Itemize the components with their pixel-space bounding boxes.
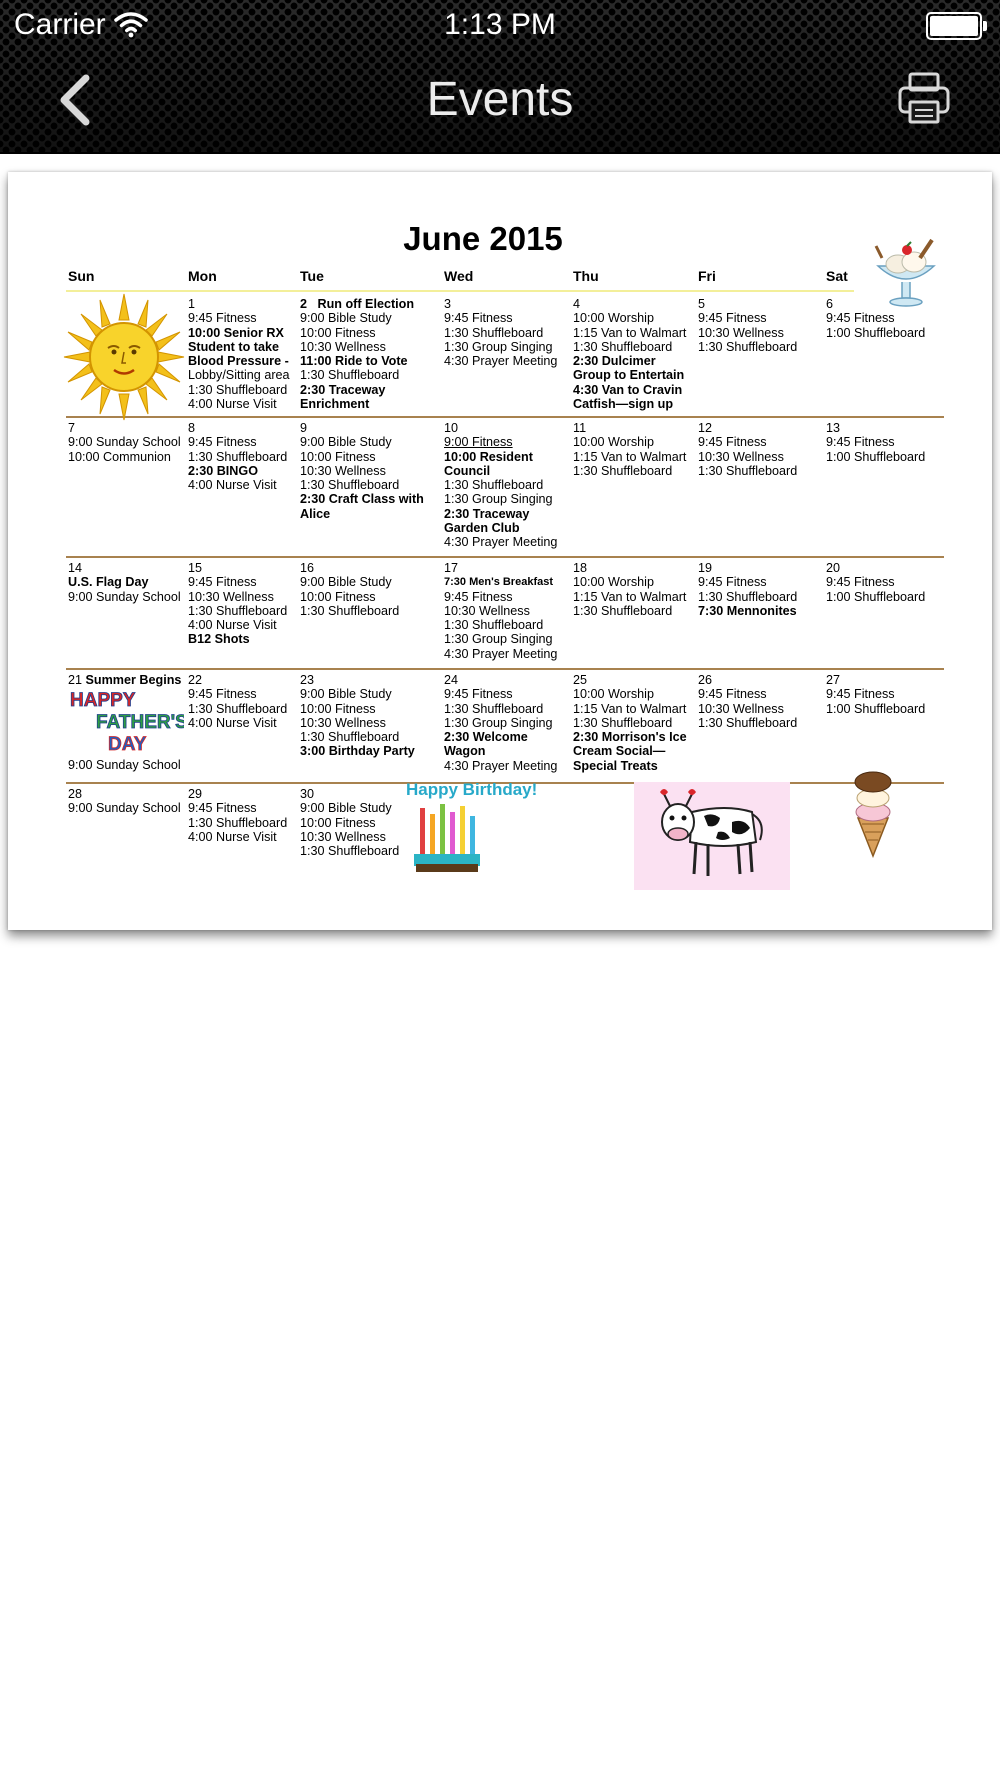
event-entry: 2:30 Welcome xyxy=(444,730,528,745)
day-number-text: 3 xyxy=(444,297,452,311)
day-number xyxy=(444,561,572,575)
day-number-text: 18 xyxy=(573,561,588,575)
event-entry: 4:00 Nurse Visit xyxy=(188,829,277,844)
page-title: Events xyxy=(426,73,574,126)
day-cell xyxy=(444,297,572,368)
day-number-text: 14 xyxy=(68,561,83,575)
event-entry: 1:30 Group Singing xyxy=(444,492,553,507)
day-number xyxy=(698,673,826,687)
event-entry: 9:00 Bible Study xyxy=(300,687,392,702)
calendar-document xyxy=(8,172,992,930)
day-number-text: 27 xyxy=(826,673,841,687)
day-cell xyxy=(188,421,316,492)
day-number xyxy=(68,561,196,575)
event-entry: 10:00 Fitness xyxy=(300,325,376,340)
weekday-header: Sat xyxy=(826,268,848,284)
event-entry: 2:30 BINGO xyxy=(188,463,258,478)
day-number xyxy=(698,561,826,575)
day-number xyxy=(68,421,196,435)
day-number-text: 16 xyxy=(300,561,315,575)
event-entry: 10:30 Wellness xyxy=(698,449,784,464)
event-entry: 9:00 Sunday School xyxy=(68,801,181,816)
event-entry: Blood Pressure - xyxy=(188,354,289,369)
event-entry: 10:30 Wellness xyxy=(300,339,386,354)
event-entry: 1:00 Shuffleboard xyxy=(826,325,926,340)
day-cell xyxy=(444,673,572,773)
day-cell xyxy=(444,421,572,550)
event-entry: U.S. Flag Day xyxy=(68,575,149,590)
event-entry: 9:45 Fitness xyxy=(826,311,895,326)
day-number-text: 17 xyxy=(444,561,459,575)
day-number xyxy=(300,421,428,435)
fathers-day-clipart xyxy=(66,686,184,756)
day-number-text: 19 xyxy=(698,561,713,575)
event-entry: 1:30 Shuffleboard xyxy=(698,463,798,478)
event-entry: 10:00 Fitness xyxy=(300,449,376,464)
day-number-text: 8 xyxy=(188,421,196,435)
event-entry: 10:00 Senior RX xyxy=(188,325,284,340)
day-number-text: 21 xyxy=(68,673,83,687)
carrier-label: Carrier xyxy=(14,8,106,41)
event-entry: 9:45 Fitness xyxy=(188,575,257,590)
event-entry: 9:45 Fitness xyxy=(826,435,895,450)
event-entry: 1:30 Shuffleboard xyxy=(573,339,673,354)
event-entry: 1:30 Shuffleboard xyxy=(444,478,544,493)
day-number-text: 2 Run off Election xyxy=(300,297,415,311)
event-entry: 4:30 Prayer Meeting xyxy=(444,354,558,369)
day-number xyxy=(573,673,701,687)
day-number xyxy=(573,297,701,311)
event-entry: 1:30 Shuffleboard xyxy=(188,449,288,464)
day-cell xyxy=(826,561,954,604)
event-entry: Student to take xyxy=(188,339,279,354)
event-entry: Group to Entertain xyxy=(573,368,685,383)
event-entry: Enrichment xyxy=(300,397,370,412)
event-entry: 10:00 Communion xyxy=(68,449,171,464)
event-entry: 1:30 Shuffleboard xyxy=(188,603,288,618)
event-entry: 2:30 Craft Class with xyxy=(300,492,424,507)
event-entry: 1:30 Shuffleboard xyxy=(573,715,673,730)
event-entry: 1:30 Shuffleboard xyxy=(300,368,400,383)
day-number xyxy=(698,421,826,435)
event-entry: 1:00 Shuffleboard xyxy=(826,701,926,716)
weekday-header: Mon xyxy=(188,268,217,284)
event-entry: 9:00 Sunday School xyxy=(68,589,181,604)
day-cell xyxy=(698,561,826,618)
day-number-text: 30 xyxy=(300,787,315,801)
event-entry: 1:15 Van to Walmart xyxy=(573,449,687,464)
day-number-text: 1 xyxy=(188,297,196,311)
day-number xyxy=(188,421,316,435)
event-entry: 2:30 Morrison's Ice xyxy=(573,730,687,745)
event-entry: 1:30 Shuffleboard xyxy=(300,844,400,859)
day-cell xyxy=(573,421,701,478)
event-entry: 10:00 Worship xyxy=(573,575,654,590)
fathers-day-word-1: HAPPY xyxy=(70,690,136,711)
event-entry: 4:30 Van to Cravin xyxy=(573,382,683,397)
event-entry: 4:00 Nurse Visit xyxy=(188,397,277,412)
event-entry: 4:30 Prayer Meeting xyxy=(444,535,558,550)
event-entry: 9:00 Bible Study xyxy=(300,801,392,816)
sun-clipart xyxy=(62,292,186,422)
day-number xyxy=(188,297,316,311)
day-number-text: 7 xyxy=(68,421,76,435)
event-entry: 4:30 Prayer Meeting xyxy=(444,646,558,661)
event-entry: 4:00 Nurse Visit xyxy=(188,478,277,493)
event-entry: Lobby/Sitting area xyxy=(188,368,290,383)
day-number xyxy=(188,787,316,801)
day-cell xyxy=(188,787,316,844)
event-entry: 10:00 Worship xyxy=(573,311,654,326)
event-entry: 9:45 Fitness xyxy=(444,687,513,702)
event-entry: 9:45 Fitness xyxy=(698,311,767,326)
event-entry: Council xyxy=(444,463,491,478)
day-cell xyxy=(188,673,316,730)
event-entry: 1:30 Shuffleboard xyxy=(188,815,288,830)
event-entry: B12 Shots xyxy=(188,632,250,647)
event-entry: 1:15 Van to Walmart xyxy=(573,589,687,604)
event-entry: 10:30 Wellness xyxy=(698,701,784,716)
day-number xyxy=(573,561,701,575)
day-number xyxy=(188,561,316,575)
event-entry: 1:15 Van to Walmart xyxy=(573,701,687,716)
event-entry: 1:30 Shuffleboard xyxy=(698,339,798,354)
event-entry: Wagon xyxy=(444,744,486,759)
day-cell xyxy=(573,673,701,773)
event-entry: Garden Club xyxy=(444,521,520,536)
day-cell xyxy=(698,421,826,478)
day-cell xyxy=(826,673,954,716)
status-time: 1:13 PM xyxy=(444,8,556,41)
event-entry: 9:00 Sunday School xyxy=(68,435,181,450)
day-number-text: 5 xyxy=(698,297,706,311)
event-entry: 9:45 Fitness xyxy=(444,311,513,326)
day-number xyxy=(698,297,826,311)
day-number xyxy=(68,787,196,801)
event-entry: 9:45 Fitness xyxy=(188,687,257,702)
event-entry: 9:00 Fitness xyxy=(444,435,513,450)
day-cell xyxy=(300,297,428,411)
day-cell xyxy=(68,561,196,604)
event-entry: 7:30 Mennonites xyxy=(698,603,797,618)
week-divider xyxy=(66,416,944,418)
event-entry: 9:00 Bible Study xyxy=(300,575,392,590)
event-entry: 10:30 Wellness xyxy=(300,463,386,478)
day-number-text: 6 xyxy=(826,297,834,311)
fathers-day-word-2: FATHER'S xyxy=(96,712,184,733)
event-entry: 1:30 Group Singing xyxy=(444,715,553,730)
day-number-text: 28 xyxy=(68,787,83,801)
day-number-text: 22 xyxy=(188,673,203,687)
event-entry: 1:30 Shuffleboard xyxy=(300,730,400,745)
day-number-text: 4 xyxy=(573,297,581,311)
day-number-text: 11 xyxy=(573,421,587,435)
event-entry: 9:45 Fitness xyxy=(188,801,257,816)
day-number-text: 29 xyxy=(188,787,203,801)
weekday-header: Tue xyxy=(300,268,324,284)
event-entry: 9:45 Fitness xyxy=(188,435,257,450)
day-number xyxy=(573,421,701,435)
weekday-header: Sun xyxy=(68,268,95,284)
event-entry: 1:30 Shuffleboard xyxy=(444,701,544,716)
event-entry: Alice xyxy=(300,506,331,521)
day-cell xyxy=(188,561,316,647)
sundae-clipart xyxy=(874,238,938,310)
event-entry: 1:30 Shuffleboard xyxy=(698,715,798,730)
cow-clipart xyxy=(634,782,790,890)
event-entry: 9:45 Fitness xyxy=(698,435,767,450)
day-cell xyxy=(698,673,826,730)
weekday-header: Wed xyxy=(444,268,474,284)
event-entry: 2:30 Traceway xyxy=(444,506,530,521)
event-entry: 3:00 Birthday Party xyxy=(300,744,415,759)
day-note: Summer Begins xyxy=(85,673,182,687)
day-number xyxy=(444,421,572,435)
event-entry: 1:30 Group Singing xyxy=(444,339,553,354)
day-number xyxy=(300,297,428,311)
event-entry: 1:00 Shuffleboard xyxy=(826,449,926,464)
event-entry: 1:30 Shuffleboard xyxy=(300,603,400,618)
navigation-bar xyxy=(0,0,1000,154)
day-number-text: 9 xyxy=(300,421,308,435)
day-number-text: 10 xyxy=(444,421,459,435)
day-cell xyxy=(188,297,316,411)
event-entry: 10:30 Wellness xyxy=(300,829,386,844)
birthday-cake-clipart xyxy=(406,780,538,876)
calendar-title: June 2015 xyxy=(403,220,563,257)
battery-icon xyxy=(926,12,982,40)
event-entry: 2:30 Traceway xyxy=(300,382,386,397)
day-cell xyxy=(300,421,428,521)
event-entry: 9:45 Fitness xyxy=(698,687,767,702)
event-entry: 10:30 Wellness xyxy=(300,715,386,730)
print-button[interactable] xyxy=(896,70,952,126)
weekday-header: Thu xyxy=(573,268,599,284)
event-entry: 9:00 Bible Study xyxy=(300,435,392,450)
event-entry: 9:45 Fitness xyxy=(188,311,257,326)
fathers-day-word-3: DAY xyxy=(108,734,147,755)
day-number-text: 13 xyxy=(826,421,841,435)
day-cell xyxy=(300,673,428,759)
event-entry: 10:00 Fitness xyxy=(300,815,376,830)
day-cell xyxy=(573,561,701,618)
day-number xyxy=(826,421,954,435)
day-number-text: 20 xyxy=(826,561,841,575)
ice-cream-cone-clipart xyxy=(848,766,898,858)
event-entry: 9:45 Fitness xyxy=(444,589,513,604)
event-entry: 1:15 Van to Walmart xyxy=(573,325,687,340)
event-entry: Special Treats xyxy=(573,758,658,773)
event-entry: 1:30 Shuffleboard xyxy=(188,701,288,716)
weekday-header: Fri xyxy=(698,268,716,284)
day-cell xyxy=(68,787,196,816)
event-entry: 4:30 Prayer Meeting xyxy=(444,758,558,773)
event-entry: 1:30 Shuffleboard xyxy=(188,382,288,397)
event-entry: 10:00 Resident xyxy=(444,449,533,464)
event-entry: 9:00 Bible Study xyxy=(300,311,392,326)
week-divider xyxy=(66,556,944,558)
day-number-text: 26 xyxy=(698,673,713,687)
day-number xyxy=(188,673,316,687)
event-entry: 10:00 Worship xyxy=(573,687,654,702)
event-entry: 9:45 Fitness xyxy=(698,575,767,590)
event-entry: 10:00 Worship xyxy=(573,435,654,450)
day-cell xyxy=(826,421,954,464)
day-number xyxy=(444,673,572,687)
day-number xyxy=(826,673,954,687)
day-number xyxy=(444,297,572,311)
day-number xyxy=(826,561,954,575)
event-entry: 10:30 Wellness xyxy=(188,589,274,604)
day-number-text: 24 xyxy=(444,673,459,687)
event-entry: 2:30 Dulcimer xyxy=(573,354,656,369)
event-entry: 1:30 Shuffleboard xyxy=(573,463,673,478)
day-cell xyxy=(444,561,572,661)
event-entry: 10:00 Fitness xyxy=(300,589,376,604)
event-entry: 10:30 Wellness xyxy=(444,603,530,618)
event-entry: 1:30 Group Singing xyxy=(444,632,553,647)
day-number-text: 25 xyxy=(573,673,588,687)
day-cell xyxy=(68,421,196,464)
day-number-text: 12 xyxy=(698,421,713,435)
day-number-text: 15 xyxy=(188,561,203,575)
event-entry: 1:30 Shuffleboard xyxy=(444,618,544,633)
event-entry: 1:30 Shuffleboard xyxy=(444,325,544,340)
event-entry: 9:00 Sunday School xyxy=(68,758,181,772)
event-entry: 4:00 Nurse Visit xyxy=(188,715,277,730)
event-entry: 9:45 Fitness xyxy=(826,687,895,702)
event-entry: 10:00 Fitness xyxy=(300,701,376,716)
event-entry: Catfish—sign up xyxy=(573,397,674,412)
day-cell xyxy=(573,297,701,411)
day-number xyxy=(300,561,428,575)
event-entry: 1:30 Shuffleboard xyxy=(300,478,400,493)
event-entry: 7:30 Men's Breakfast xyxy=(444,576,554,589)
event-entry: 9:45 Fitness xyxy=(826,575,895,590)
day-number xyxy=(300,673,428,687)
week-divider xyxy=(66,668,944,670)
event-entry: 4:00 Nurse Visit xyxy=(188,618,277,633)
event-entry: 10:30 Wellness xyxy=(698,325,784,340)
event-entry: 1:30 Shuffleboard xyxy=(573,603,673,618)
event-entry: Cream Social— xyxy=(573,744,666,759)
birthday-banner: Happy Birthday! xyxy=(406,780,538,799)
day-cell xyxy=(300,561,428,618)
day-number-text: 23 xyxy=(300,673,315,687)
event-entry: 1:00 Shuffleboard xyxy=(826,589,926,604)
event-entry: 1:30 Shuffleboard xyxy=(698,589,798,604)
event-entry: 11:00 Ride to Vote xyxy=(300,354,408,369)
day-cell xyxy=(698,297,826,354)
